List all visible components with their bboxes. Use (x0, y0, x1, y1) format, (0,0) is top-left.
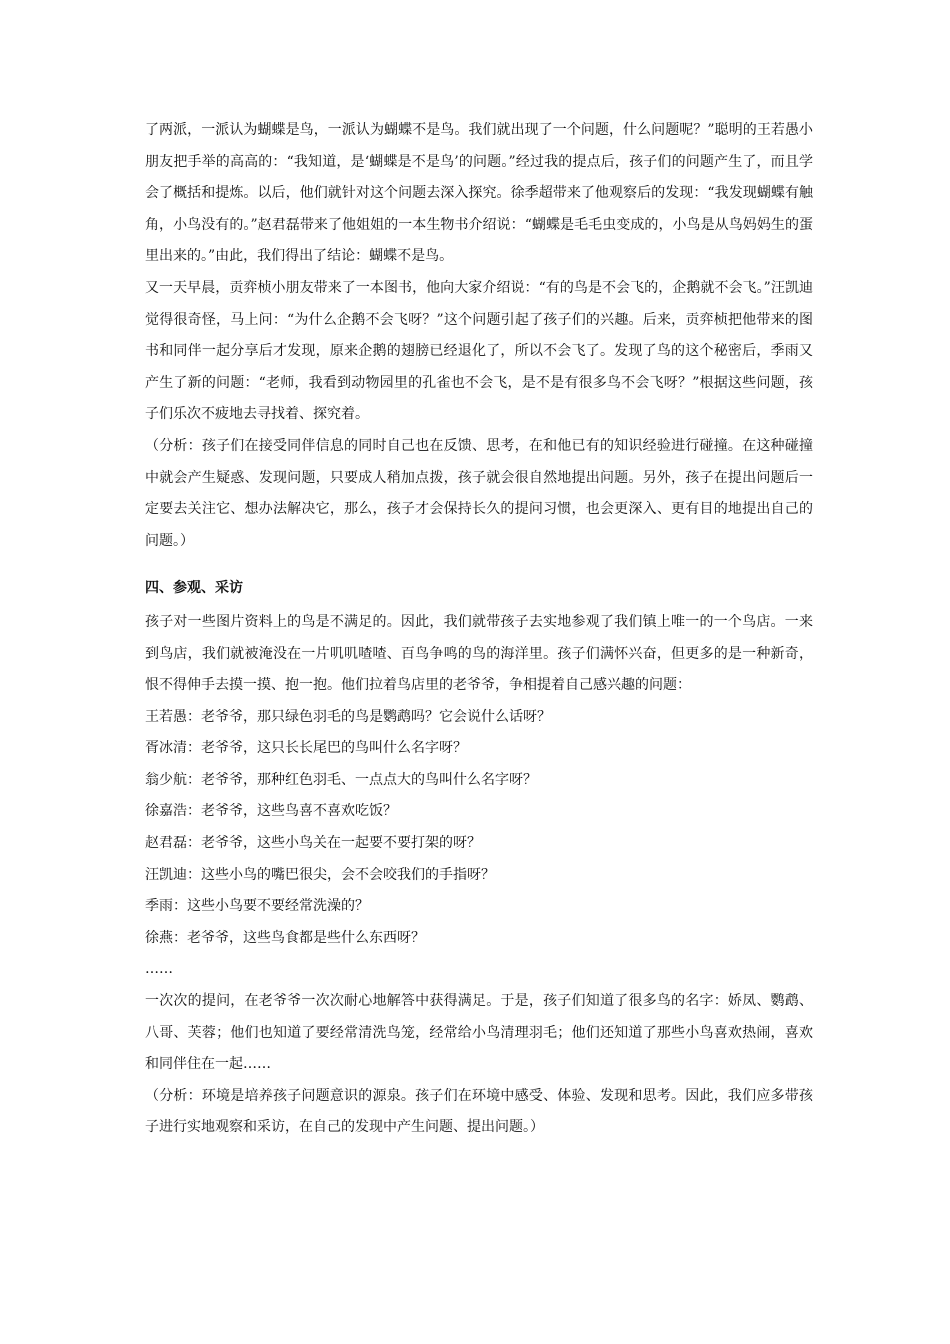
ellipsis-line: …… (145, 961, 173, 978)
document-page (145, 115, 813, 1144)
dialogue-line: 季雨：这些小鸟要不要经常洗澡的？ (145, 898, 369, 915)
dialogue-line: 汪凯迪：这些小鸟的嘴巴很尖，会不会咬我们的手指呀？ (145, 866, 495, 883)
dialogue-line: 徐燕：老爷爷，这些鸟食都是些什么东西呀？ (145, 929, 425, 946)
dialogue-line: 徐嘉浩：老爷爷，这些鸟喜不喜欢吃饭？ (145, 803, 397, 820)
dialogue-line: 赵君磊：老爷爷，这些小鸟关在一起要不要打架的呀？ (145, 835, 481, 852)
paragraph-butterfly-debate: 了两派，一派认为蝴蝶是鸟，一派认为蝴蝶不是鸟。我们就出现了一个问题，什么问题呢？”聪明的王若愚小朋友把手举的高高的：“我知道，是‘蝴蝶是不是鸟’的问题。”经过我的提点后，孩子们的问题产生了，而且学会了概括和提炼。以后，他们就针对这个问题去深入探究。徐季超带来了他观察后的发现：“我发现蝴蝶有触角，小鸟没有的。”赵君磊带来了他姐姐的一本生物书介绍说：“蝴蝶是毛毛虫变成的，小鸟是从鸟妈妈生的蛋里出来的。”由此，我们得出了结论：蝴蝶不是鸟。 (145, 122, 813, 265)
dialogue-line: 王若愚：老爷爷，那只绿色羽毛的鸟是鹦鹉吗？它会说什么话呀？ (145, 708, 551, 725)
analysis-paragraph-1: （分析：孩子们在接受同伴信息的同时自己也在反馈、思考，在和他已有的知识经验进行碰撞。在这种碰撞中就会产生疑惑、发现问题，只要成人稍加点拨，孩子就会很自然地提出问题。另外，孩子在提出问题后一定要去关注它、想办法解决它，那么，孩子才会保持长久的提问习惯，也会更深入、更有目的地提出自己的问题。） (145, 437, 813, 549)
conclusion-paragraph: 一次次的提问，在老爷爷一次次耐心地解答中获得满足。于是，孩子们知道了很多鸟的名字：娇凤、鹦鹉、八哥、芙蓉；他们也知道了要经常清洗鸟笼，经常给小鸟清理羽毛；他们还知道了那些小鸟喜欢热闹，喜欢和同伴住在一起…… (145, 993, 813, 1073)
dialogue-line: 翁少航：老爷爷，那种红色羽毛、一点点大的鸟叫什么名字呀？ (145, 771, 537, 788)
section-intro-paragraph: 孩子对一些图片资料上的鸟是不满足的。因此，我们就带孩子去实地参观了我们镇上唯一的一个鸟店。一来到鸟店，我们就被淹没在一片叽叽喳喳、百鸟争鸣的鸟的海洋里。孩子们满怀兴奋，但更多的是一种新奇，恨不得伸手去摸一摸、抱一抱。他们拉着鸟店里的老爷爷，争相提着自己感兴趣的问题： (145, 613, 813, 694)
dialogue-list (145, 702, 813, 986)
dialogue-line: 胥冰清：老爷爷，这只长长尾巴的鸟叫什么名字呀？ (145, 740, 467, 757)
section-heading: 四、参观、采访 (145, 580, 243, 597)
analysis-paragraph-2: （分析：环境是培养孩子问题意识的源泉。孩子们在环境中感受、体验、发现和思考。因此，我们应多带孩子进行实地观察和采访，在自己的发现中产生问题、提出问题。） (145, 1087, 813, 1136)
paragraph-penguin-question: 又一天早晨，贡弈桢小朋友带来了一本图书，他向大家介绍说：“有的鸟是不会飞的，企鹅就不会飞。”汪凯迪觉得很奇怪，马上问：“为什么企鹅不会飞呀？”这个问题引起了孩子们的兴趣。后来，贡弈桢把他带来的图书和同伴一起分享后才发现，原来企鹅的翅膀已经退化了，所以不会飞了。发现了鸟的这个秘密后，季雨又产生了新的问题：“老师，我看到动物园里的孔雀也不会飞，是不是有很多鸟不会飞呀？”根据这些问题，孩子们乐次不疲地去寻找着、探究着。 (145, 279, 813, 423)
